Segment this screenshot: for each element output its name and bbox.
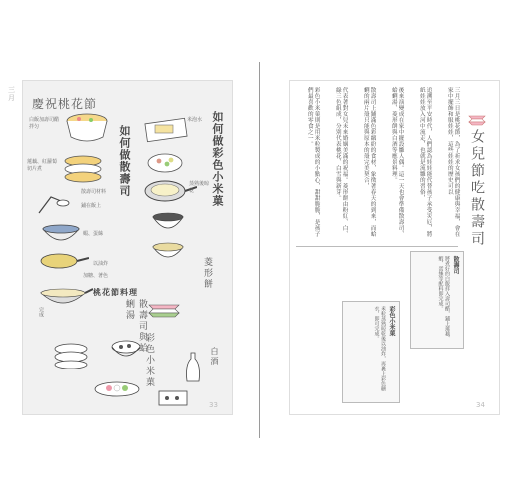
right-page: [289, 80, 500, 415]
book-gutter: [259, 62, 260, 438]
step-note: 以油炸: [93, 261, 109, 267]
body-paragraph: 散壽司上鋪滿色彩繽紛的食材，象徵著春天的到來，而蛤蜊的兩片殼只能與原本的殼完美契合，: [362, 87, 376, 237]
step-note: 米泡水: [187, 117, 203, 123]
info-box-sushi: [410, 251, 464, 349]
frying-pan-illustration: [37, 249, 89, 273]
hishimochi-illustration: [145, 299, 183, 321]
body-paragraph: 代表著對女兒未來婚姻美滿的祝福。菱形餅由粉紅、白、綠三色組成，分別代表桃花、白雪與新芽。: [334, 87, 348, 237]
heading-make-colored-rice: 如何做彩色小米菓: [211, 111, 224, 207]
stacked-plates-illustration: [61, 153, 105, 187]
hinamatsuri-icon: [466, 110, 488, 128]
wok-illustration: [37, 285, 93, 313]
rice-cake-plate-illustration: [93, 377, 141, 399]
info-box-sushi-text: 將煮好的白飯拌入壽司醋，鋪上蓮藕、蝦、蛋絲等配料即完成。: [437, 256, 450, 341]
colored-rice-bowl-illustration: [151, 211, 185, 237]
left-page-number: 33: [209, 401, 218, 409]
chapter-tab: 三月: [8, 86, 15, 102]
body-paragraph: 後來演變成在家中擺設雛人偶。這一天也會準備散壽司、蛤蜊湯、菱形餅與白酒等應景料理。: [390, 87, 404, 237]
heading-doll-festival-dishes: 桃花節料理: [93, 288, 138, 297]
round-tray-illustration: [53, 339, 89, 369]
sake-bottle-illustration: [183, 351, 203, 385]
right-page-title: 女兒節吃散壽司: [469, 129, 485, 248]
info-box-colored-rice-text: 米粒蒸熟晾乾後以油炸，再裹上彩色糖衣，即可完成。: [373, 306, 386, 391]
vertical-label-sushi-soup: 散壽司與蛤蜊湯: [124, 299, 147, 354]
info-box-sushi-title: 散壽司: [452, 256, 459, 274]
left-page-title: 慶祝桃花節: [32, 97, 98, 111]
sushi-box-illustration: [157, 387, 189, 407]
mixing-bowl-illustration: [41, 221, 81, 249]
vertical-label-hishimochi: 菱形餅: [202, 257, 212, 290]
heading-make-sushi: 如何做散壽司: [118, 125, 131, 197]
info-box-colored-rice: [342, 301, 400, 403]
vertical-label-amazake: 白酒: [210, 347, 219, 367]
step-note: 蒸熟後晾乾: [189, 181, 210, 194]
right-page-number: 34: [476, 401, 485, 409]
step-note: 蝦、蛋絲: [83, 231, 104, 237]
body-paragraph: 追溯至平安時代，人們認為娃娃能代替孩子承受災厄，將紙娃娃放入河中流走，也就是流雛的習俗，: [418, 87, 432, 237]
vertical-label-colored-rice: 彩色小米菓: [144, 333, 154, 388]
body-paragraph: 三月三日是桃花節，為了祈求女孩們的健康與幸福，會在家中擺飾和服娃娃，這些娃娃的歷史可以: [446, 87, 460, 237]
step-note: 蓮藕、紅蘿蔔切片煮: [27, 159, 58, 172]
lamp-pot-illustration: [31, 187, 71, 221]
left-page: [22, 80, 233, 415]
step-note: 鋪在飯上: [81, 203, 102, 209]
small-bowl-illustration: [151, 241, 185, 265]
body-paragraph: 彩色小米菓則是用米粒製成的小點心，甜甜脆脆，是孩子們最喜歡的零食之一。: [306, 87, 320, 237]
section-divider: [296, 246, 458, 247]
step-note: 完成: [38, 307, 44, 317]
sushi-bowl-illustration: [63, 107, 111, 147]
info-box-colored-rice-title: 彩色小米菓: [388, 306, 395, 336]
cutting-board-illustration: [143, 115, 193, 145]
step-note: 加糖、著色: [83, 273, 109, 279]
step-note: 白飯加壽司醋拌匀: [29, 117, 60, 130]
step-note: 散壽司材料: [81, 189, 107, 195]
